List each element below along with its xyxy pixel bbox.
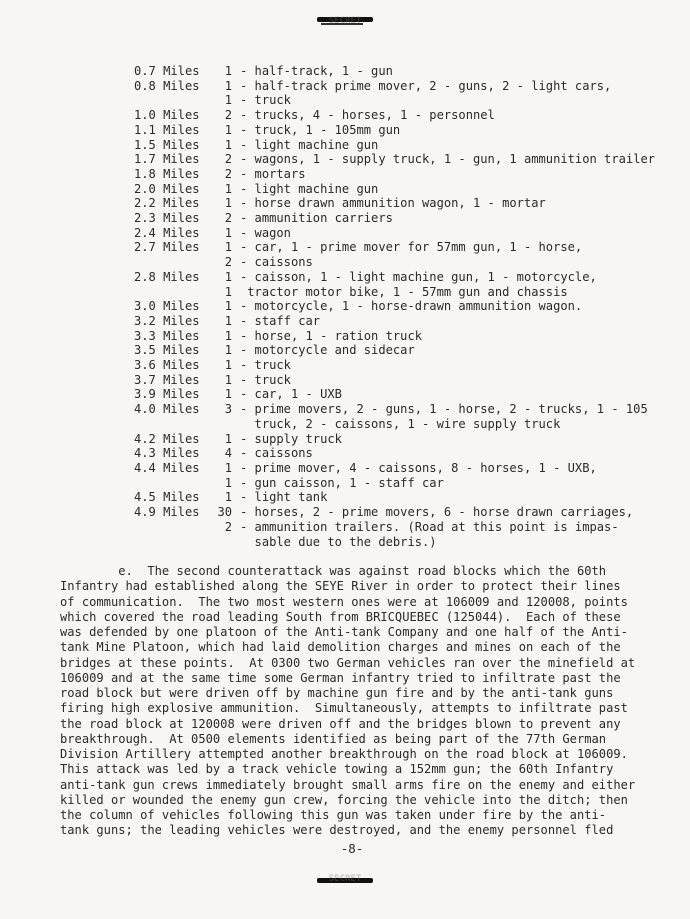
vehicle-items: - horses, 2 - prime movers, 6 - horse drawn carriages, — [240, 505, 634, 520]
vehicle-items: - motorcycle, 1 - horse-drawn ammunition wagon. — [240, 299, 583, 314]
classification-stamp-bottom — [317, 873, 373, 886]
mileage-distance: 2.7 Miles — [134, 240, 200, 255]
mileage-row-continuation — [134, 285, 655, 300]
item-count: 1 — [224, 225, 232, 240]
item-count: 3 — [224, 402, 232, 417]
mileage-row-continuation — [134, 255, 655, 270]
mileage-row — [134, 138, 655, 153]
mileage-row — [134, 167, 655, 182]
item-count: 1 — [224, 137, 232, 152]
vehicle-items: truck, 2 - caissons, 1 - wire supply truck — [240, 416, 561, 431]
vehicle-items: - horse, 1 - ration truck — [240, 328, 423, 343]
vehicle-items: - truck, 1 - 105mm gun — [240, 122, 401, 137]
mileage-distance: 3.7 Miles — [134, 372, 200, 387]
paragraph-line: Infantry had established along the SEYE River in order to protect their lines — [60, 579, 621, 594]
item-count: 4 — [224, 446, 232, 461]
mileage-distance: 3.5 Miles — [134, 343, 200, 358]
paragraph-line: This attack was led by a track vehicle towing a 152mm gun; the 60th Infantry — [60, 762, 614, 777]
vehicle-items: - light machine gun — [240, 137, 379, 152]
mileage-distance: 2.4 Miles — [134, 225, 200, 240]
mileage-distance: 4.3 Miles — [134, 446, 200, 461]
spacer — [134, 93, 212, 108]
vehicle-items: - caisson, 1 - light machine gun, 1 - motorcycle, — [240, 269, 597, 284]
mileage-row — [134, 196, 655, 211]
item-count: 1 — [224, 64, 232, 78]
vehicle-items: - truck — [240, 358, 291, 373]
paragraph-line: 106009 and at the same time some German infantry tried to infiltrate past the — [60, 670, 621, 685]
mileage-distance: 1.1 Miles — [134, 122, 200, 137]
paragraph-line: killed or wounded the enemy gun crew, forcing the vehicle into the ditch; then — [60, 792, 628, 807]
mileage-row — [134, 79, 655, 94]
mileage-distance: 1.8 Miles — [134, 166, 200, 181]
vehicle-items: - staff car — [240, 313, 321, 328]
paragraph-line: Division Artillery attempted another breakthrough on the road block at 106009. — [60, 747, 628, 761]
item-count: 1 — [224, 358, 232, 373]
item-count: 1 — [224, 372, 232, 387]
spacer — [212, 417, 232, 432]
paragraph-line: was defended by one platoon of the Anti-tank Company and one half of the Anti- — [60, 625, 628, 639]
mileage-row — [134, 417, 655, 432]
item-count: 1 — [224, 460, 232, 475]
vehicle-items: sable due to the debris.) — [240, 534, 437, 549]
vehicle-items: - car, 1 - UXB — [240, 387, 342, 402]
paragraph-line: tank guns; the leading vehicles were destroyed, and the enemy personnel fled — [60, 823, 614, 838]
mileage-row — [134, 373, 655, 388]
item-count: 1 — [224, 475, 232, 490]
spacer — [134, 535, 212, 550]
mileage-row — [134, 343, 655, 358]
mileage-distance: 1.5 Miles — [134, 137, 200, 152]
mileage-row — [134, 123, 655, 138]
mileage-distance: 3.2 Miles — [134, 313, 200, 328]
mileage-row — [134, 358, 655, 373]
item-count: 2 — [224, 255, 232, 270]
paragraph-line: firing high explosive ammunition. Simultaneously, attempts to infiltrate past — [60, 701, 628, 716]
mileage-row-continuation — [134, 535, 655, 550]
mileage-distance: 1.0 Miles — [134, 108, 200, 123]
vehicle-items: - half-track prime mover, 2 - guns, 2 - light cars, — [240, 78, 612, 93]
item-count: 2 — [224, 519, 232, 534]
vehicle-items: - prime movers, 2 - guns, 1 - horse, 2 - trucks, 1 - 105 — [240, 402, 648, 417]
mileage-row — [134, 299, 655, 314]
item-count: 1 — [224, 93, 232, 108]
vehicle-items: tractor motor bike, 1 - 57mm gun and chassis — [240, 284, 568, 299]
mileage-row-continuation — [134, 93, 655, 108]
page-number: -8- — [340, 841, 364, 856]
item-count: 1 — [224, 328, 232, 343]
mileage-distance: 0.8 Miles — [134, 78, 200, 93]
vehicle-items: - caissons — [240, 255, 313, 270]
mileage-distance: 2.2 Miles — [134, 196, 200, 211]
paragraph-line: of communication. The two most western ones were at 106009 and 120008, points — [60, 594, 628, 609]
vehicle-items: - caissons — [240, 446, 313, 461]
item-count: 1 — [224, 284, 232, 299]
paragraph-line: tank Mine Platoon, which had laid demolition charges and mines on each of the — [60, 640, 621, 655]
mileage-row — [134, 211, 655, 226]
classification-label: SECRET — [328, 874, 362, 884]
spacer — [134, 476, 212, 491]
item-count: 1 — [224, 181, 232, 196]
item-count: 2 — [224, 108, 232, 123]
paragraph-line: breakthrough. At 0500 elements identified as being part of the 77th German — [60, 731, 607, 746]
vehicle-items: - mortars — [240, 166, 306, 181]
mileage-distance: 3.0 Miles — [134, 299, 200, 314]
mileage-row — [134, 152, 655, 167]
classification-stamp-top — [317, 15, 373, 28]
mileage-row — [134, 432, 655, 447]
mileage-row-continuation — [134, 476, 655, 491]
mileage-row — [134, 314, 655, 329]
mileage-distance: 4.5 Miles — [134, 490, 200, 505]
item-count: 1 — [224, 313, 232, 328]
item-count: 1 — [224, 387, 232, 402]
classification-label: SECRET — [328, 16, 362, 26]
vehicle-items: - prime mover, 4 - caissons, 8 - horses, 1 - UXB, — [240, 460, 597, 475]
vehicle-items: - light tank — [240, 490, 328, 505]
mileage-row — [134, 182, 655, 197]
vehicle-items: - gun caisson, 1 - staff car — [240, 475, 444, 490]
vehicle-items: - horse drawn ammunition wagon, 1 - mortar — [240, 196, 546, 211]
mileage-distance: 4.9 Miles — [134, 505, 200, 520]
spacer — [134, 417, 212, 432]
item-count: 2 — [224, 211, 232, 226]
mileage-distance: 1.7 Miles — [134, 152, 200, 167]
mileage-distance: 2.3 Miles — [134, 211, 200, 226]
paragraph-line: e. The second counterattack was against road blocks which the 60th — [60, 564, 607, 578]
vehicle-items: - half-track, 1 - gun — [240, 64, 393, 78]
mileage-row — [134, 446, 655, 461]
item-count — [212, 535, 232, 550]
spacer — [134, 255, 212, 270]
mileage-distance: 2.8 Miles — [134, 269, 200, 284]
spacer — [134, 285, 212, 300]
vehicle-items: - wagon — [240, 225, 291, 240]
paragraph-line: which covered the road leading South from BRICQUEBEC (125044). Each of these — [60, 609, 621, 624]
vehicle-items: - motorcycle and sidecar — [240, 343, 415, 358]
mileage-distance: 4.4 Miles — [134, 460, 200, 475]
vehicle-items: - supply truck — [240, 431, 342, 446]
mileage-row — [134, 402, 655, 417]
mileage-row — [134, 64, 655, 79]
vehicle-items: - ammunition carriers — [240, 211, 393, 226]
mileage-row — [134, 329, 655, 344]
item-count: 30 — [217, 505, 232, 520]
mileage-distance: 3.3 Miles — [134, 328, 200, 343]
mileage-distance: 0.7 Miles — [134, 64, 200, 78]
vehicle-items: - ammunition trailers. (Road at this point is impas- — [240, 519, 619, 534]
mileage-row — [134, 490, 655, 505]
mileage-row — [134, 505, 655, 520]
item-count: 1 — [224, 269, 232, 284]
mileage-distance: 3.6 Miles — [134, 358, 200, 373]
item-count: 1 — [224, 343, 232, 358]
item-count: 2 — [224, 152, 232, 167]
vehicle-items: - trucks, 4 - horses, 1 - personnel — [240, 108, 495, 123]
mileage-distance: 4.0 Miles — [134, 402, 200, 417]
item-count: 2 — [224, 166, 232, 181]
item-count: 1 — [224, 299, 232, 314]
mileage-row — [134, 270, 655, 285]
mileage-row — [134, 387, 655, 402]
report-paragraph — [60, 564, 644, 839]
vehicle-items: - car, 1 - prime mover for 57mm gun, 1 - horse, — [240, 240, 583, 255]
item-count: 1 — [224, 78, 232, 93]
paragraph-line: road block but were driven off by machine gun fire and by the anti-tank guns — [60, 686, 614, 700]
item-count: 1 — [224, 122, 232, 137]
item-count: 1 — [224, 196, 232, 211]
mileage-row-continuation — [134, 520, 655, 535]
vehicle-items: - wagons, 1 - supply truck, 1 - gun, 1 ammunition trailer — [240, 152, 656, 167]
mileage-row — [134, 240, 655, 255]
paragraph-line: bridges at these points. At 0300 two German vehicles ran over the minefield at — [60, 655, 636, 670]
item-count: 1 — [224, 240, 232, 255]
mileage-distance: 4.2 Miles — [134, 431, 200, 446]
item-count: 1 — [224, 490, 232, 505]
mileage-row — [134, 108, 655, 123]
mileage-row — [134, 461, 655, 476]
item-count: 1 — [224, 431, 232, 446]
vehicle-items: - truck — [240, 93, 291, 108]
spacer — [134, 520, 212, 535]
paragraph-line: the road block at 120008 were driven off and the bridges blown to prevent any — [60, 716, 621, 731]
paragraph-line: the column of vehicles following this gun was taken under fire by the anti- — [60, 808, 607, 822]
mileage-distance: 3.9 Miles — [134, 387, 200, 402]
mileage-distance: 2.0 Miles — [134, 181, 200, 196]
paragraph-line: anti-tank gun crews immediately brought small arms fire on the enemy and either — [60, 777, 636, 792]
mileage-row — [134, 226, 655, 241]
vehicle-items: - light machine gun — [240, 181, 379, 196]
vehicle-items: - truck — [240, 372, 291, 387]
vehicle-mileage-list — [134, 64, 655, 549]
